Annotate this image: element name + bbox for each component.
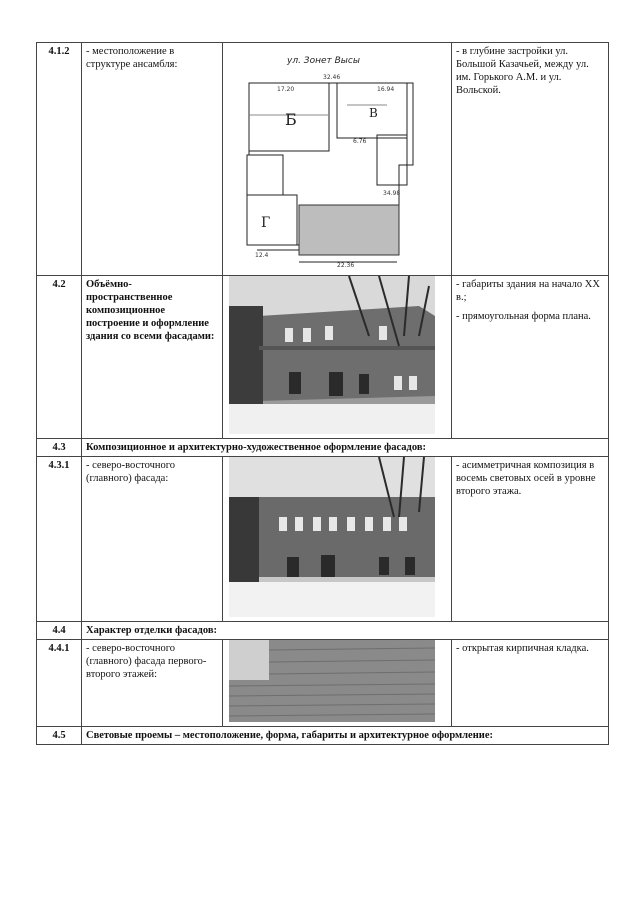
section-number: 4.4 (37, 622, 82, 640)
section-row (37, 727, 609, 745)
plan-dimension: 16.94 (377, 86, 395, 93)
section-number: 4.3 (37, 439, 82, 457)
section-row (37, 622, 609, 640)
masonry-photo (229, 640, 435, 722)
row-label: - северо-восточного (главного) фасада: (82, 457, 223, 622)
table-row (37, 640, 609, 727)
row-description (452, 640, 609, 727)
row-label: Объёмно-пространственное композиционное построение и оформление здания со всеми фасадами: (82, 276, 223, 439)
passport-table (36, 42, 609, 745)
table-row (37, 43, 609, 276)
row-number: 4.4.1 (37, 640, 82, 727)
plan-room-label: В (369, 106, 378, 120)
section-number: 4.5 (37, 727, 82, 745)
section-row (37, 439, 609, 457)
row-number: 4.3.1 (37, 457, 82, 622)
row-description (452, 276, 609, 439)
table-row (37, 457, 609, 622)
masonry-photo-cell (223, 640, 452, 727)
section-title: Характер отделки фасадов: (82, 622, 609, 640)
site-plan-cell (223, 43, 452, 276)
facade-photo-cell (223, 457, 452, 622)
building-photo-cell (223, 276, 452, 439)
table-row (37, 276, 609, 439)
section-title: Композиционное и архитектурно-художественное оформление фасадов: (82, 439, 609, 457)
plan-dimension: 34.98 (383, 190, 401, 197)
plan-dimension: 6.76 (353, 138, 367, 145)
plan-room-label: Б (285, 110, 297, 129)
row-label: - северо-восточного (главного) фасада первого-второго этажей: (82, 640, 223, 727)
row-description (452, 457, 609, 622)
plan-hatched-area (299, 205, 399, 255)
site-plan-drawing (227, 45, 433, 269)
description-line: - асимметричная композиция в восемь световых осей в уровне второго этажа. (456, 460, 596, 497)
description-line: - прямоугольная форма плана. (456, 311, 591, 322)
section-title: Световые проемы – местоположение, форма, габариты и архитектурное оформление: (82, 727, 609, 745)
description-line: - габариты здания на начало XX в.; (456, 279, 600, 303)
row-description (452, 43, 609, 276)
description-line: - открытая кирпичная кладка. (456, 643, 589, 654)
plan-room-label: Г (261, 215, 271, 231)
plan-street-label: ул. Зонет Высы (287, 56, 360, 66)
building-photo (229, 276, 435, 434)
plan-dimension: 12.4 (255, 252, 269, 259)
facade-photo (229, 457, 435, 617)
row-number: 4.2 (37, 276, 82, 439)
plan-dimension: 22.36 (337, 262, 355, 269)
row-label: - местоположение в структуре ансамбля: (82, 43, 223, 276)
row-number: 4.1.2 (37, 43, 82, 276)
description-line: - в глубине застройки ул. Большой Казачьей, между ул. им. Горького А.М. и ул. Вольской. (456, 46, 589, 96)
plan-dimension: 32.46 (323, 74, 341, 81)
plan-dimension: 17.20 (277, 86, 295, 93)
